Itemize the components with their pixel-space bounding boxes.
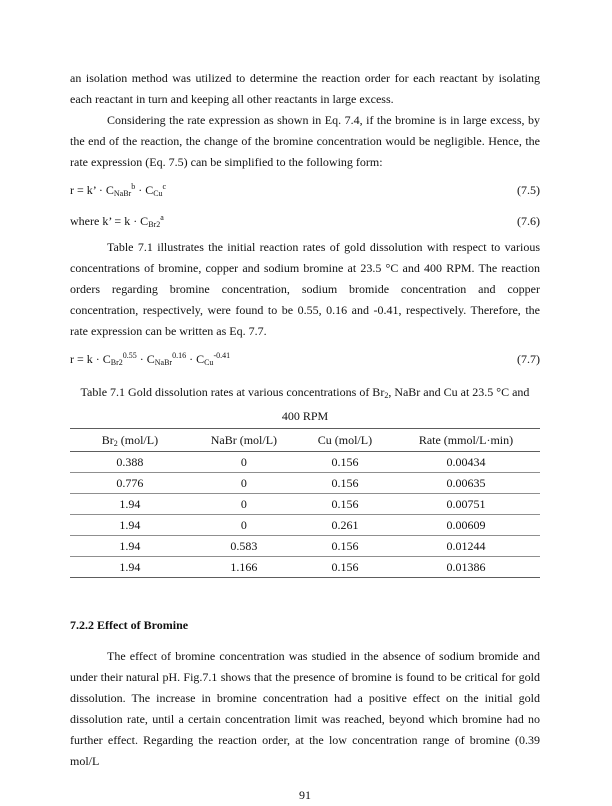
- cell-cu: 0.156: [298, 557, 392, 578]
- column-header-cu: Cu (mol/L): [298, 429, 392, 452]
- table-caption-line-1: Table 7.1 Gold dissolution rates at various concentrations of $Br_2$, NaBr and Cu at 23.5 °C and: [80, 385, 530, 400]
- table-caption-line-2: 400 RPM: [281, 409, 329, 423]
- cell-br2: 1.94: [70, 557, 190, 578]
- cell-br2: 0.776: [70, 473, 190, 494]
- table-row: [70, 515, 540, 536]
- cell-br2: 1.94: [70, 494, 190, 515]
- cell-rate: 0.00609: [392, 515, 540, 536]
- cell-cu: 0.156: [298, 536, 392, 557]
- cell-nabr: 0: [190, 515, 298, 536]
- equation-7-6: [70, 207, 540, 235]
- equation-7-5: [70, 176, 540, 204]
- equation-7-7: [70, 345, 540, 373]
- column-header-br2: $Br_2$ (mol/L): [70, 429, 190, 452]
- body-paragraph-1: an isolation method was utilized to determine the reaction order for each reactant by isolating each reactant in turn and keeping all other reactants in large excess.: [70, 71, 540, 106]
- cell-rate: 0.00751: [392, 494, 540, 515]
- section-heading: 7.2.2 Effect of Bromine: [70, 618, 189, 632]
- cell-nabr: 0: [190, 452, 298, 473]
- cell-cu: 0.261: [298, 515, 392, 536]
- cell-cu: 0.156: [298, 494, 392, 515]
- cell-nabr: 0: [190, 473, 298, 494]
- equation-7-7-expression: $r = k \cdot C_{Br2}^{0.55} \cdot C_{NaBr}^{0.16} \cdot C_{Cu}^{-0.41}$: [70, 351, 231, 367]
- cell-rate: 0.00434: [392, 452, 540, 473]
- data-table: [70, 428, 540, 578]
- equation-7-7-number: (7.7): [517, 352, 540, 366]
- body-paragraph-2: Considering the rate expression as shown in Eq. 7.4, if the bromine is in large excess, by the end of the reaction, the change of the bromine concentration would be negligible. Hence, the rate expression (Eq. 7.5) can be simplified to the following form:: [70, 113, 540, 169]
- table-row: [70, 494, 540, 515]
- cell-rate: 0.00635: [392, 473, 540, 494]
- equation-7-6-number: (7.6): [517, 214, 540, 228]
- equation-7-5-expression: r = k’ · $C_{NaBr}^b \cdot C_{Cu}^c$: [70, 182, 167, 198]
- cell-nabr: 0: [190, 494, 298, 515]
- table-row: [70, 536, 540, 557]
- cell-br2: 1.94: [70, 515, 190, 536]
- table-row: [70, 473, 540, 494]
- body-paragraph-4: The effect of bromine concentration was studied in the absence of sodium bromide and under their natural pH. Fig.7.1 shows that the presence of bromine is found to be critical for gold dissolution. The increase in bromine concentration had a positive effect on the initial gold dissolution rate, until a certain concentration limit was reached, beyond which bromine had no further effect. Regarding the reaction order, at the low concentration range of bromine (0.39 mol/L: [70, 649, 540, 768]
- page-number: 91: [299, 788, 311, 802]
- column-header-rate: Rate (mmol/L·min): [392, 429, 540, 452]
- cell-cu: 0.156: [298, 473, 392, 494]
- cell-cu: 0.156: [298, 452, 392, 473]
- table-caption: [70, 382, 540, 427]
- cell-nabr: 1.166: [190, 557, 298, 578]
- table-header-row: [70, 429, 540, 452]
- cell-br2: 1.94: [70, 536, 190, 557]
- cell-rate: 0.01386: [392, 557, 540, 578]
- table-row: [70, 557, 540, 578]
- body-paragraph-3: Table 7.1 illustrates the initial reaction rates of gold dissolution with respect to various concentrations of bromine, copper and sodium bromine at 23.5 °C and 400 RPM. The reaction orders regarding bromine concentration, sodium bromide concentration and copper concentration, respectively, were found to be 0.55, 0.16 and -0.41, respectively. Therefore, the rate expression can be written as Eq. 7.7.: [70, 240, 540, 338]
- cell-nabr: 0.583: [190, 536, 298, 557]
- table-row: [70, 452, 540, 473]
- equation-7-5-number: (7.5): [517, 183, 540, 197]
- column-header-nabr: NaBr (mol/L): [190, 429, 298, 452]
- cell-br2: 0.388: [70, 452, 190, 473]
- equation-7-6-expression: where k’ = $k \cdot C_{Br2}^a$: [70, 213, 164, 229]
- cell-rate: 0.01244: [392, 536, 540, 557]
